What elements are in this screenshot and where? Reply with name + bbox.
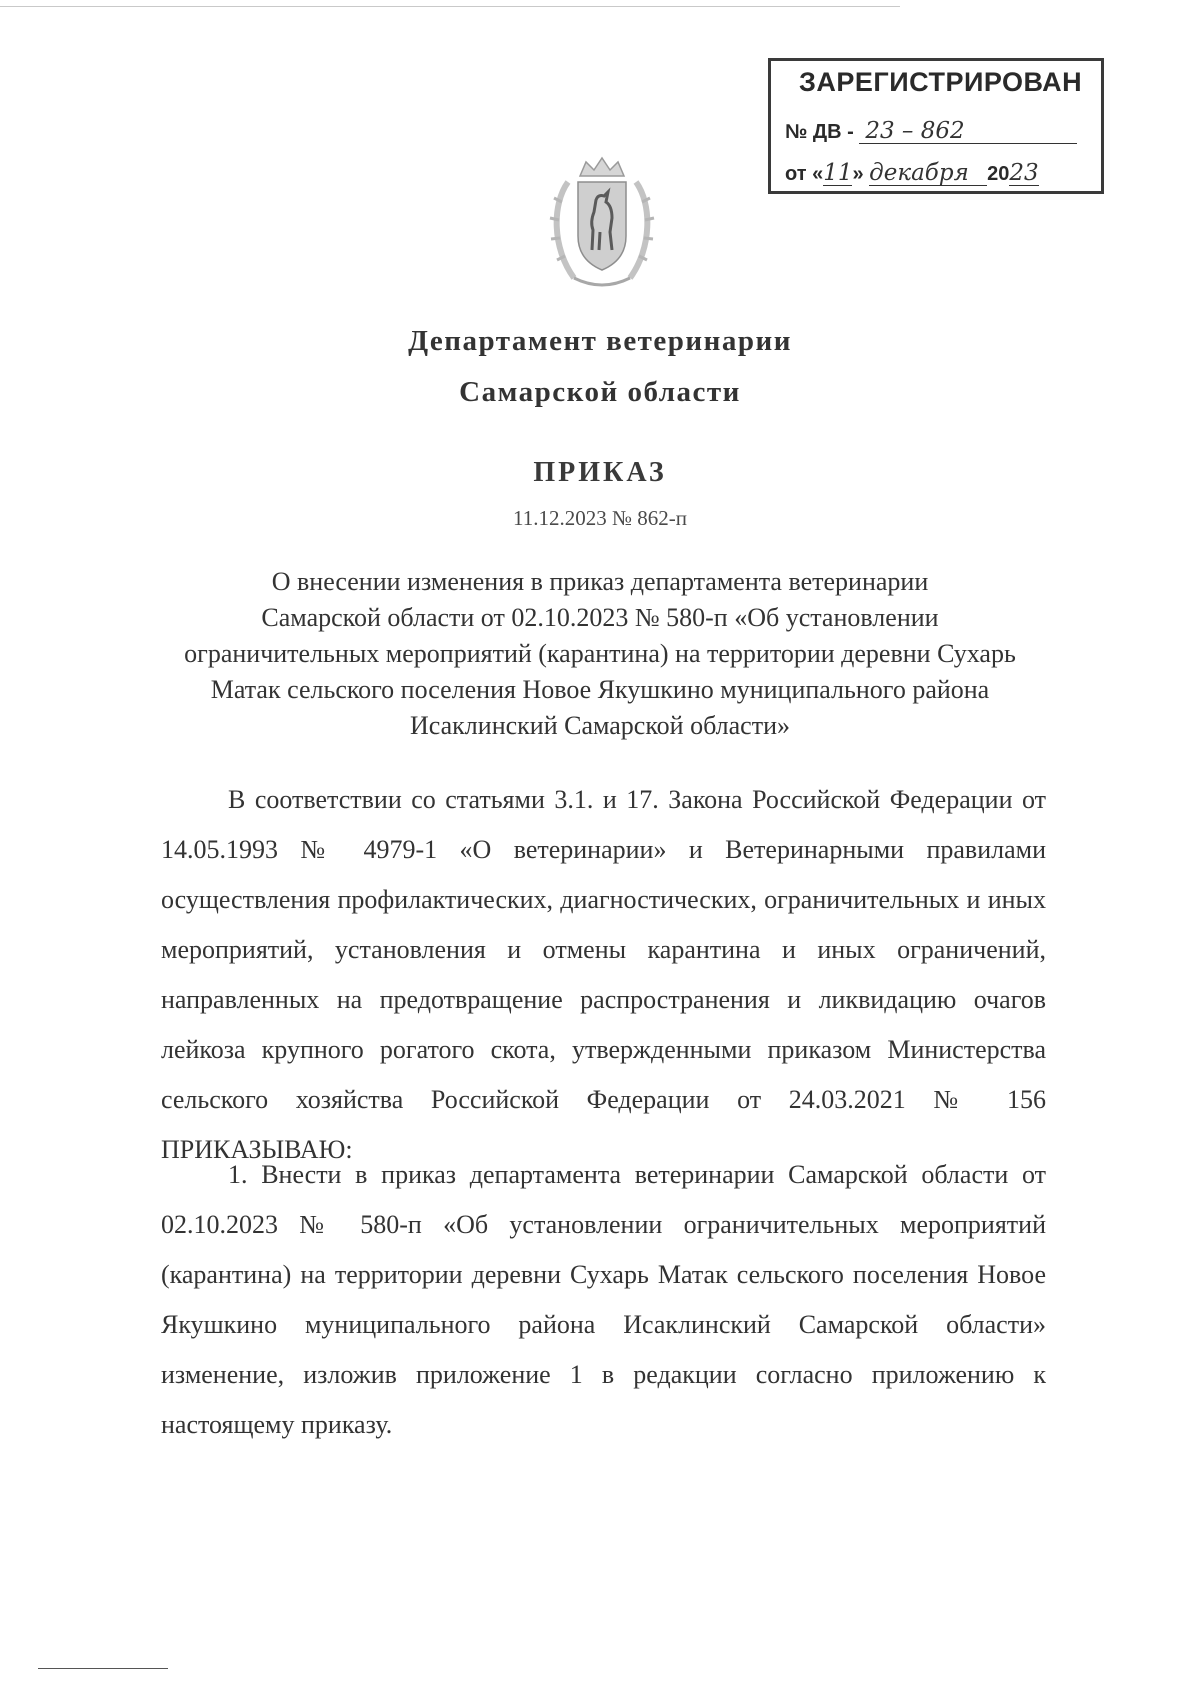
- subject-line: Самарской области от 02.10.2023 № 580-п «Об установлении: [261, 603, 939, 632]
- subject-line: Матак сельского поселения Новое Якушкино муниципального района: [210, 675, 990, 704]
- stamp-date-day: 11: [823, 160, 853, 186]
- stamp-date-mid: »: [852, 163, 864, 185]
- subject-line: Исаклинский Самарской области»: [410, 711, 790, 740]
- paragraph-text: В соответствии со статьями 3.1. и 17. Закона Российской Федерации от 14.05.1993 № 4979-1 «О ветеринарии» и Ветеринарными правилами осуществления профилактических, диагностических, ограничительных и иных мероприятий, установления и отмены карантина и иных ограничений, направленных на предотвращение распространения и ликвидацию очагов лейкоза крупного рогатого скота, утвержденными приказом Министерства сельского хозяйства Российской Федерации от 24.03.2021 № 156 ПРИКАЗЫВАЮ:: [161, 785, 1046, 1164]
- stamp-number-label: № ДВ -: [785, 121, 854, 143]
- stamp-date-year-field: [1009, 161, 1038, 186]
- body-paragraph-preamble: [161, 775, 1046, 1175]
- stamp-date-prefix: от «: [785, 163, 824, 185]
- document-date-number: 11.12.2023 № 862-п: [513, 506, 687, 530]
- department-name-line1: Департамент ветеринарии: [408, 325, 792, 357]
- stamp-title: ЗАРЕГИСТРИРОВАН: [799, 67, 1083, 97]
- samara-region-coat-of-arms-icon: [546, 152, 658, 292]
- paragraph-text: 1. Внести в приказ департамента ветеринарии Самарской области от 02.10.2023 № 580-п «Об установлении ограничительных мероприятий (карантина) на территории деревни Сухарь Матак сельского поселения Новое Якушкино муниципального района Исаклинский Самарской области» изменение, изложив приложение 1 в редакции согласно приложению к настоящему приказу.: [161, 1160, 1046, 1439]
- subject-line: О внесении изменения в приказ департамента ветеринарии: [271, 567, 929, 596]
- document-type-title: ПРИКАЗ: [533, 457, 667, 488]
- body-paragraph-item-1: [161, 1150, 1046, 1450]
- stamp-date-month: декабря: [869, 160, 969, 186]
- document-subject: [155, 564, 1045, 744]
- stamp-date-month-field: [869, 161, 987, 186]
- stamp-number-field: [859, 119, 1077, 144]
- department-name-line2: Самарской области: [459, 376, 741, 408]
- registration-stamp: [768, 58, 1104, 194]
- stamp-number-row: [785, 119, 1077, 144]
- stamp-date-year-suffix: 23: [1009, 160, 1039, 186]
- stamp-number-value: 23 – 862: [865, 118, 965, 144]
- stamp-date-day-field: [823, 161, 852, 186]
- stamp-date-row: [785, 161, 1039, 186]
- subject-line: ограничительных мероприятий (карантина) на территории деревни Сухарь: [184, 639, 1016, 668]
- scan-top-edge-line: [0, 6, 900, 7]
- stamp-date-year-prefix: 20: [987, 163, 1010, 185]
- footnote-separator-line: [38, 1668, 168, 1669]
